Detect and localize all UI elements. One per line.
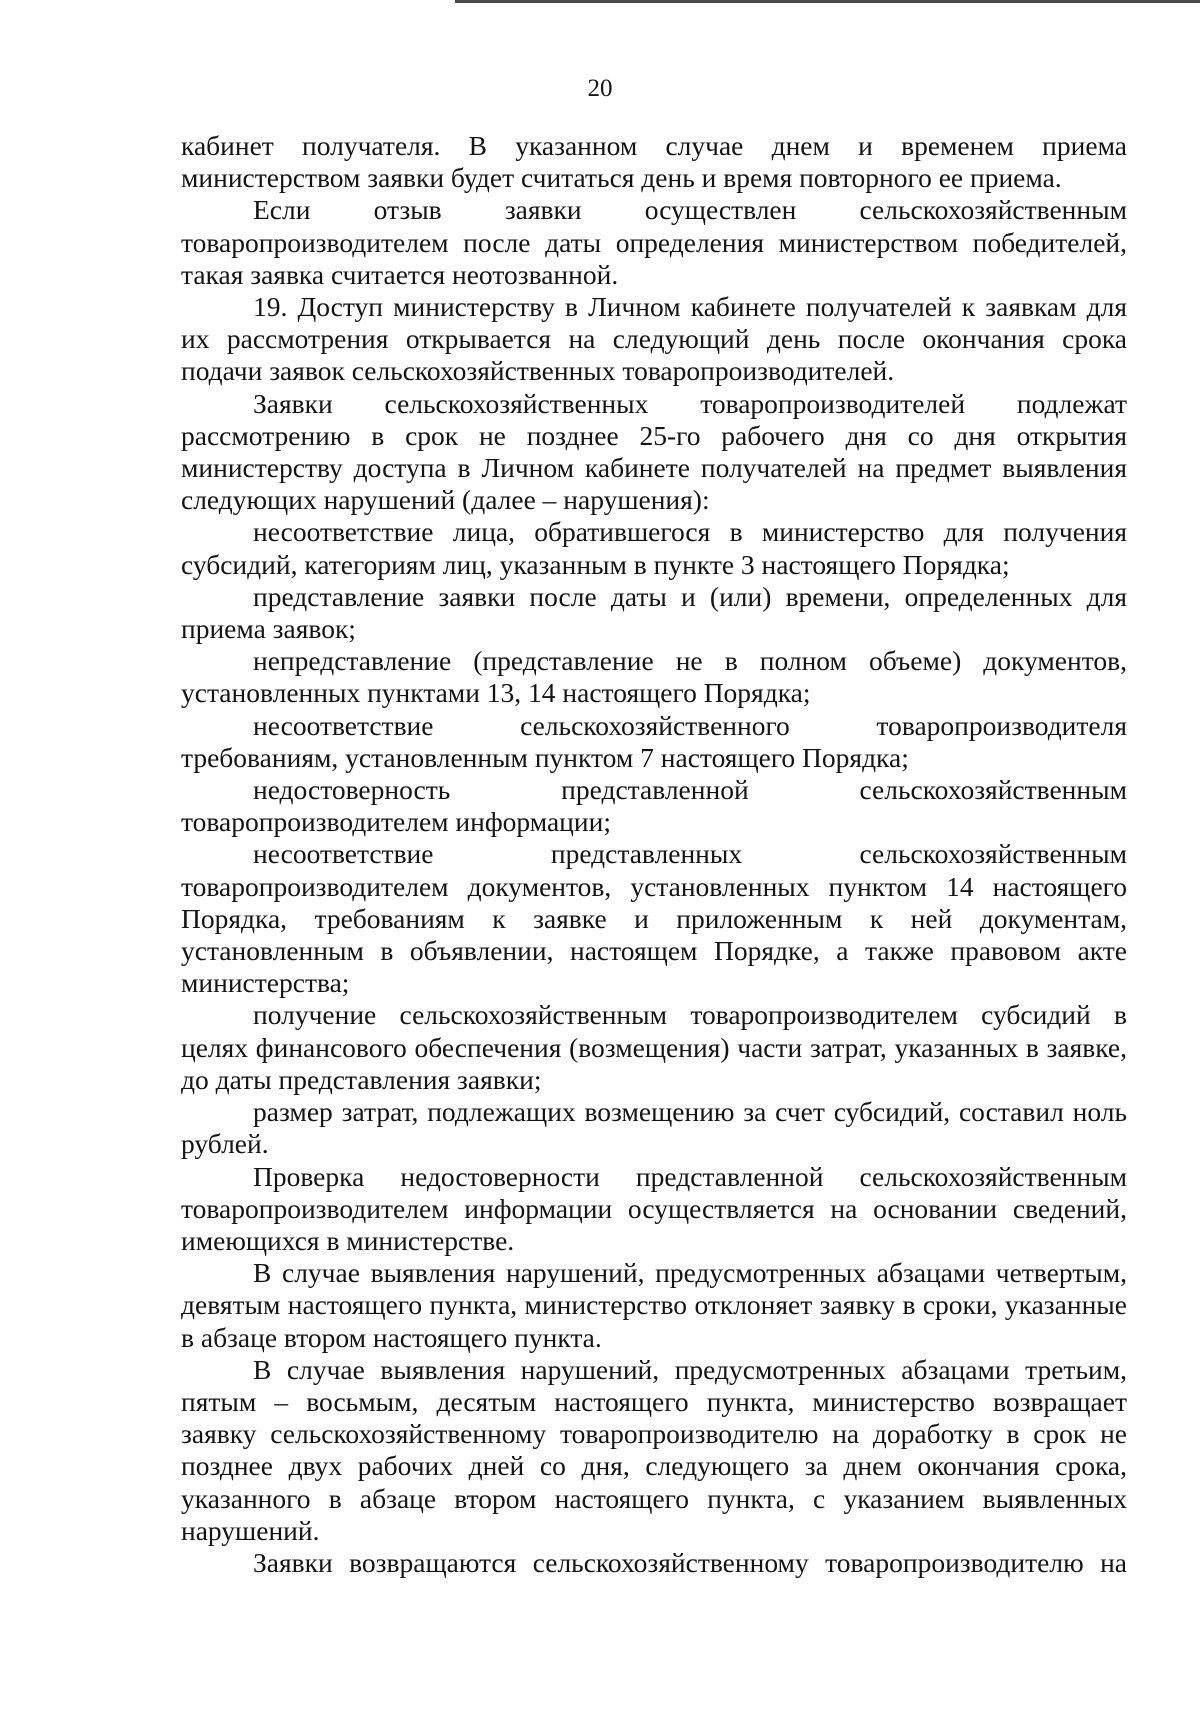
- paragraph: Проверка недостоверности представленной сельскохозяйственным товаропроизводителем информации осуществляется на основании сведений, имеющихся в министерстве.: [181, 1160, 1127, 1256]
- paragraph-continues-next-page: Заявки возвращаются сельскохозяйственному товаропроизводителю на: [253, 1546, 1127, 1578]
- paragraph-clause-19: 19. Доступ министерству в Личном кабинете получателей к заявкам для их рассмотрения открывается на следующий день после окончания срока подачи заявок сельскохозяйственных товаропроизводителей.: [181, 291, 1127, 387]
- list-item-violation: непредставление (представление не в полном объеме) документов, установленных пунктами 13, 14 настоящего Порядка;: [181, 645, 1127, 709]
- paragraph: Заявки сельскохозяйственных товаропроизводителей подлежат рассмотрению в срок не позднее 25-го рабочего дня со дня открытия министерству доступа в Личном кабинете получателей на предмет выявления следующих нарушений (далее – нарушения):: [181, 387, 1127, 516]
- paragraph: Если отзыв заявки осуществлен сельскохозяйственным товаропроизводителем после даты определения министерством победителей, такая заявка считается неотозванной.: [181, 194, 1127, 290]
- paragraph-continuation: кабинет получателя. В указанном случае днем и временем приема министерством заявки будет считаться день и время повторного ее приема.: [181, 130, 1127, 194]
- paragraph: В случае выявления нарушений, предусмотренных абзацами четвертым, девятым настоящего пункта, министерство отклоняет заявку в сроки, указанные в абзаце втором настоящего пункта.: [181, 1257, 1127, 1353]
- top-border-line: [455, 0, 1200, 3]
- list-item-violation: несоответствие лица, обратившегося в министерство для получения субсидий, категориям лиц, указанным в пункте 3 настоящего Порядка;: [181, 516, 1127, 580]
- list-item-violation: недостоверность представленной сельскохозяйственным товаропроизводителем информации;: [181, 774, 1127, 838]
- paragraph: В случае выявления нарушений, предусмотренных абзацами третьим, пятым – восьмым, десятым настоящего пункта, министерство возвращает заявку сельскохозяйственному товаропроизводителю на доработку в срок не позднее двух рабочих дней со дня, следующего за днем окончания срока, указанного в абзаце втором настоящего пункта, с указанием выявленных нарушений.: [181, 1353, 1127, 1546]
- list-item-violation: представление заявки после даты и (или) времени, определенных для приема заявок;: [181, 580, 1127, 645]
- list-item-violation: несоответствие сельскохозяйственного товаропроизводителя требованиям, установленным пунктом 7 настоящего Порядка;: [181, 709, 1127, 773]
- list-item-violation: несоответствие представленных сельскохозяйственным товаропроизводителем документов, установленных пунктом 14 настоящего Порядка, требованиям к заявке и приложенным к ней документам, установленным в объявлении, настоящем Порядке, а также правовом акте министерства;: [181, 838, 1127, 999]
- list-item-violation: получение сельскохозяйственным товаропроизводителем субсидий в целях финансового обеспечения (возмещения) части затрат, указанных в заявке, до даты представления заявки;: [181, 999, 1127, 1095]
- page-number: 20: [587, 75, 613, 102]
- document-body: [181, 130, 1127, 1579]
- list-item-violation: размер затрат, подлежащих возмещению за счет субсидий, составил ноль рублей.: [181, 1096, 1127, 1160]
